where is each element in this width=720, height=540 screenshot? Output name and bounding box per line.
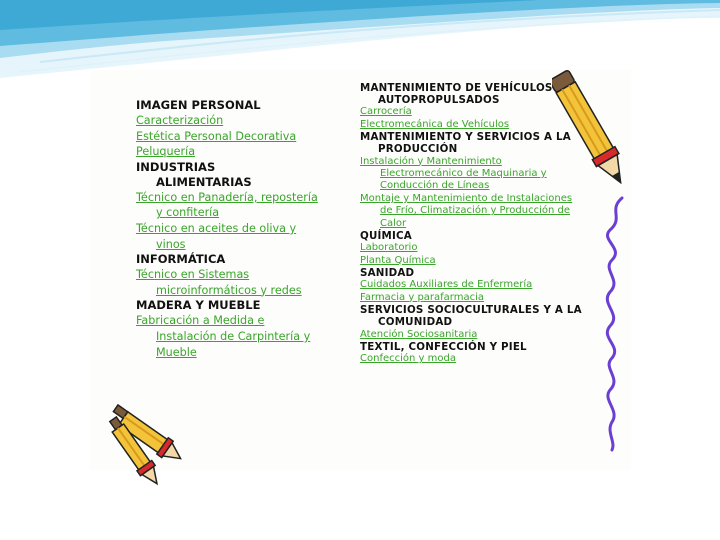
- course-link-laboratorio[interactable]: [360, 242, 606, 254]
- course-link-cuidados-auxiliares-de-enfermeria[interactable]: [360, 279, 606, 291]
- course-link-line: Conducción de Líneas: [380, 180, 490, 192]
- heading-line: SANIDAD: [360, 267, 415, 280]
- heading-line: TEXTIL, CONFECCIÓN Y PIEL: [360, 340, 527, 353]
- course-link-line: Caracterización: [136, 114, 224, 127]
- course-link-line: Técnico en Sistemas: [136, 268, 250, 282]
- course-link-planta-quimica[interactable]: [360, 255, 606, 267]
- squiggle-icon: [598, 196, 628, 452]
- course-link-farmacia-y-parafarmacia[interactable]: [360, 292, 606, 304]
- course-link-confeccion-y-moda[interactable]: [360, 353, 606, 365]
- course-link-line: Electromecánico de Maquinaria y: [380, 168, 547, 180]
- heading-line: AUTOPROPULSADOS: [378, 94, 500, 107]
- heading-line: INFORMÁTICA: [136, 252, 226, 267]
- heading-line: COMUNIDAD: [378, 316, 453, 329]
- pencils-icon: [86, 392, 186, 492]
- heading-line: IMAGEN PERSONAL: [136, 98, 261, 112]
- heading-line: MADERA Y MUEBLE: [136, 298, 261, 313]
- heading-line: SERVICIOS SOCIOCULTURALES Y A LA: [360, 304, 582, 317]
- section-heading-informatica: [136, 252, 351, 267]
- course-link-montaje-y-mantenimiento-de-instalaciones[interactable]: [360, 193, 606, 230]
- course-link-atencion-sociosanitaria[interactable]: [360, 329, 606, 341]
- section-heading-industrias: [136, 160, 351, 190]
- course-link-peluqueria[interactable]: [136, 144, 351, 160]
- course-link-line: Calor: [380, 217, 407, 229]
- course-link-line: Farmacia y parafarmacia: [360, 291, 485, 303]
- course-link-tecnico-en-sistemas[interactable]: [136, 267, 351, 298]
- heading-line: QUÍMICA: [360, 230, 412, 243]
- course-link-line: Fabricación a Medida e: [136, 314, 265, 328]
- heading-line: MANTENIMIENTO Y SERVICIOS A LA: [360, 131, 571, 144]
- heading-line: INDUSTRIAS: [136, 159, 216, 174]
- course-link-line: vinos: [156, 237, 186, 251]
- course-link-line: de Frío, Climatización y Producción de: [380, 205, 571, 217]
- course-link-tecnico-en-aceites-de-oliva-y[interactable]: [136, 221, 351, 252]
- course-link-line: Mueble: [156, 345, 197, 359]
- course-link-line: Atención Sociosanitaria: [360, 328, 478, 340]
- course-link-line: Planta Química: [360, 254, 436, 266]
- course-link-line: Instalación y Mantenimiento: [360, 155, 502, 167]
- section-heading-madera-y-mueble: [136, 298, 351, 313]
- course-link-line: Confección y moda: [360, 353, 456, 365]
- course-link-line: Laboratorio: [360, 242, 418, 254]
- course-link-caracterizacion[interactable]: [136, 113, 351, 129]
- course-link-line: Técnico en aceites de oliva y: [136, 221, 297, 235]
- course-link-line: Carrocería: [360, 106, 412, 118]
- course-link-line: Cuidados Auxiliares de Enfermería: [360, 279, 533, 291]
- course-link-line: Instalación de Carpintería y: [156, 329, 311, 343]
- section-heading-servicios-socioculturales-y-a-la: [360, 304, 606, 328]
- section-heading-quimica: [360, 230, 606, 242]
- course-link-line: Peluquería: [136, 145, 196, 159]
- heading-line: MANTENIMIENTO DE VEHÍCULOS: [360, 82, 553, 94]
- section-heading-textil-confeccion-y-piel: [360, 341, 606, 353]
- course-link-line: Montaje y Mantenimiento de Instalaciones: [360, 192, 573, 204]
- course-link-line: Técnico en Panadería, repostería: [136, 190, 318, 204]
- heading-line: PRODUCCIÓN: [378, 143, 458, 156]
- course-link-fabricacion-a-medida-e[interactable]: [136, 313, 351, 360]
- course-link-line: y confitería: [156, 206, 220, 220]
- section-heading-imagen-personal: [136, 98, 351, 113]
- section-heading-sanidad: [360, 267, 606, 279]
- course-link-estetica-personal-decorativa[interactable]: [136, 129, 351, 145]
- pencil-icon: [552, 66, 632, 196]
- heading-line: ALIMENTARIAS: [156, 174, 252, 189]
- left-column-course-list: [136, 98, 351, 360]
- course-link-line: Estética Personal Decorativa: [136, 129, 297, 143]
- course-link-line: Electromecánica de Vehículos: [360, 118, 510, 130]
- course-link-tecnico-en-panaderia-reposteria[interactable]: [136, 190, 351, 221]
- course-link-line: microinformáticos y redes: [156, 283, 302, 297]
